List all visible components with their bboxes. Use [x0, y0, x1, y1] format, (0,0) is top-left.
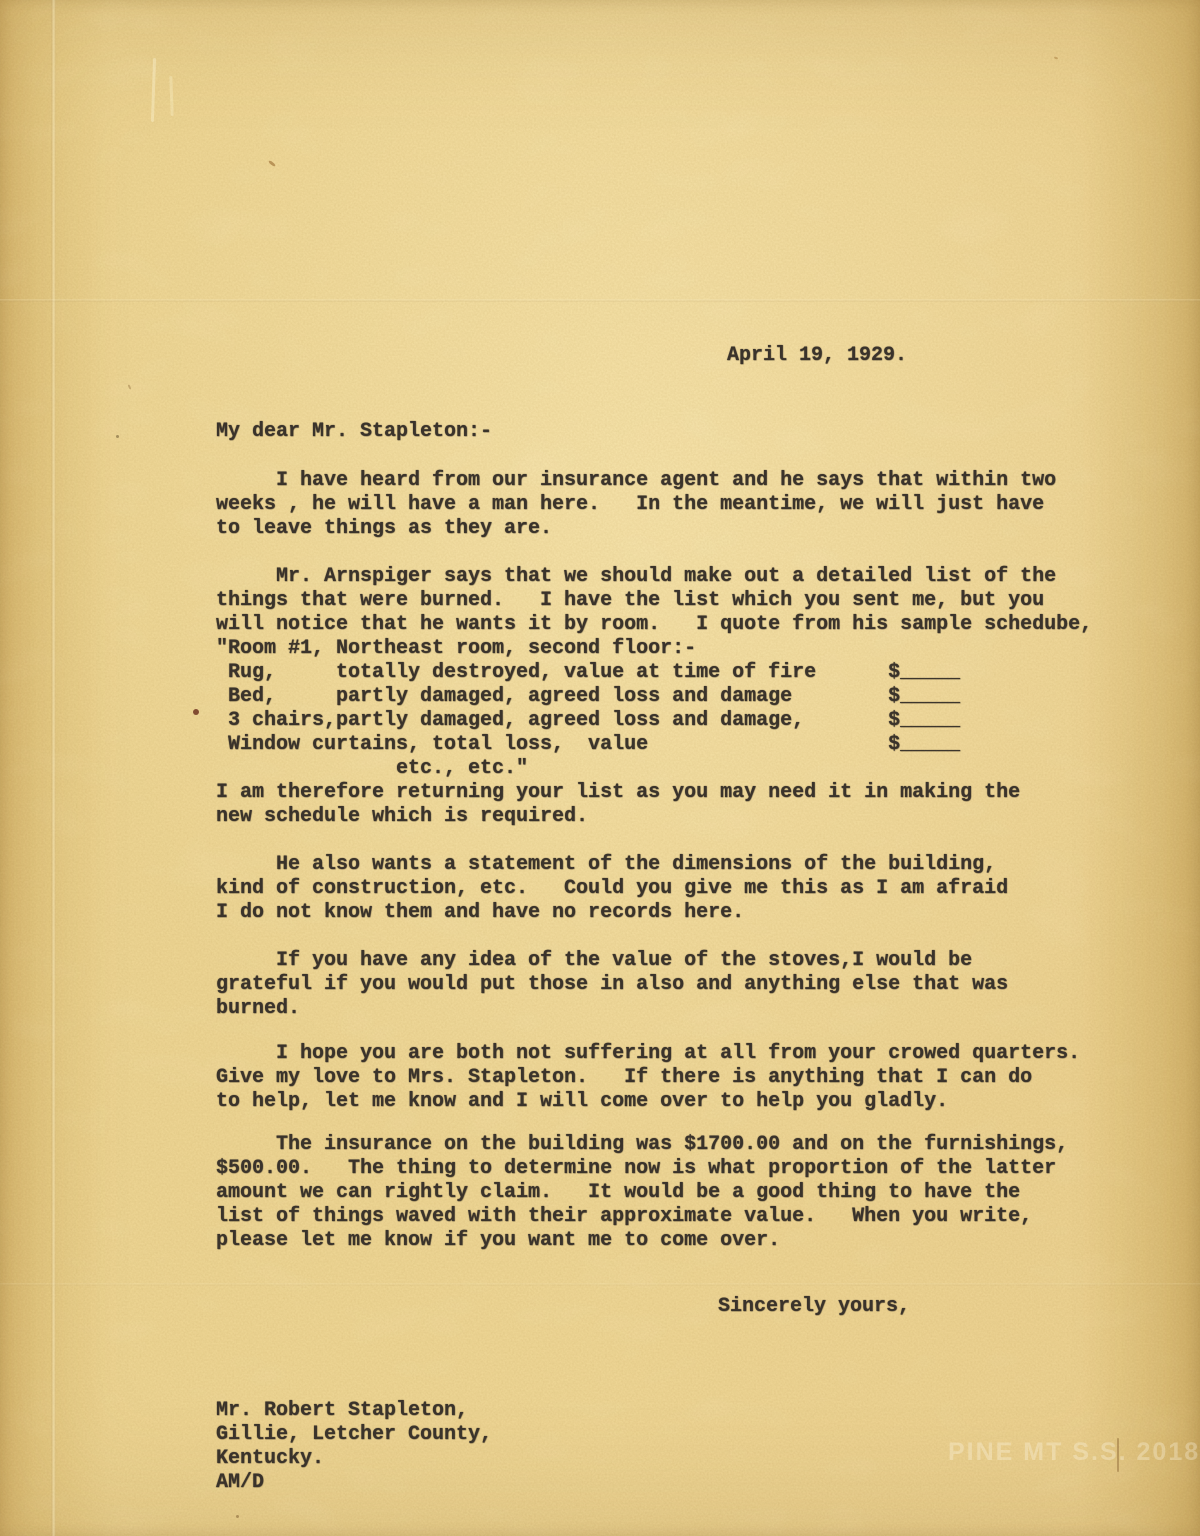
paper-speck [128, 384, 132, 389]
paragraph-5 [216, 1042, 1080, 1114]
body-line: to leave things as they are. [216, 517, 553, 540]
date-line: April 19, 1929. [727, 344, 908, 367]
body-line: I do not know them and have no records here. [216, 901, 745, 924]
typist-initials: AM/D [216, 1471, 265, 1494]
body-line: weeks , he will have a man here. In the meantime, we will just have [216, 493, 1045, 516]
body-line: things that were burned. I have the list which you sent me, but you [216, 589, 1045, 612]
body-line: new schedule which is required. [216, 805, 589, 828]
schedule-line-chairs: 3 chairs,partly damaged, agreed loss and damage, $_____ [216, 709, 961, 732]
horizontal-fold-crease [0, 1283, 1200, 1286]
recipient-state-line: Kentucky. [216, 1447, 325, 1470]
schedule-header-line: "Room #1, Northeast room, second floor:- [216, 637, 697, 660]
body-line: please let me know if you want me to come over. [216, 1229, 781, 1252]
recipient-name-line: Mr. Robert Stapleton, [216, 1399, 469, 1422]
schedule-line-curtains: Window curtains, total loss, value $_____ [216, 733, 961, 756]
paragraph-1 [216, 469, 1056, 541]
body-line: amount we can rightly claim. It would be a good thing to have the [216, 1181, 1021, 1204]
body-line: burned. [216, 997, 301, 1020]
staple-impression [169, 76, 173, 116]
body-line: The insurance on the building was $1700.00 and on the furnishings, [216, 1133, 1069, 1156]
closing-line: Sincerely yours, [718, 1295, 911, 1318]
horizontal-fold-crease [0, 299, 1200, 302]
body-line: $500.00. The thing to determine now is what proportion of the latter [216, 1157, 1057, 1180]
body-line: list of things waved with their approximate value. When you write, [216, 1205, 1033, 1228]
body-line: kind of construction, etc. Could you give me this as I am afraid [216, 877, 1009, 900]
body-line: grateful if you would put those in also and anything else that was [216, 973, 1009, 996]
body-line: to help, let me know and I will come over to help you gladly. [216, 1090, 949, 1113]
body-line: Give my love to Mrs. Stapleton. If there is anything that I can do [216, 1066, 1033, 1089]
paragraph-2 [216, 565, 1092, 829]
body-line: I have heard from our insurance agent and he says that within two [216, 469, 1057, 492]
paragraph-4 [216, 949, 1008, 1021]
body-line: I am therefore returning your list as you may need it in making the [216, 781, 1021, 804]
paper-speck [236, 1515, 239, 1518]
schedule-line-rug: Rug, totally destroyed, value at time of fire $_____ [216, 661, 961, 684]
schedule-etc-line: etc., etc." [216, 757, 529, 780]
vertical-fold-crease [51, 0, 56, 1536]
paragraph-3 [216, 853, 1008, 925]
staple-impression [151, 58, 156, 122]
paper-speck [1054, 56, 1058, 59]
archive-watermark: PINE MT S.S. 2018 [948, 1438, 1200, 1466]
body-line: will notice that he wants it by room. I quote from his sample schedube, [216, 613, 1093, 636]
paragraph-6 [216, 1133, 1068, 1253]
recipient-address-block [216, 1399, 492, 1495]
body-line: He also wants a statement of the dimensions of the building, [216, 853, 997, 876]
paper-speck [116, 435, 119, 438]
body-line: If you have any idea of the value of the stoves,I would be [216, 949, 973, 972]
schedule-line-bed: Bed, partly damaged, agreed loss and damage $_____ [216, 685, 961, 708]
body-line: Mr. Arnspiger says that we should make out a detailed list of the [216, 565, 1057, 588]
body-line: I hope you are both not suffering at all from your crowed quarters. [216, 1042, 1081, 1065]
paper-speck [268, 160, 276, 167]
recipient-address-line: Gillie, Letcher County, [216, 1423, 493, 1446]
salutation: My dear Mr. Stapleton:- [216, 420, 493, 443]
margin-ink-dot [193, 709, 199, 715]
